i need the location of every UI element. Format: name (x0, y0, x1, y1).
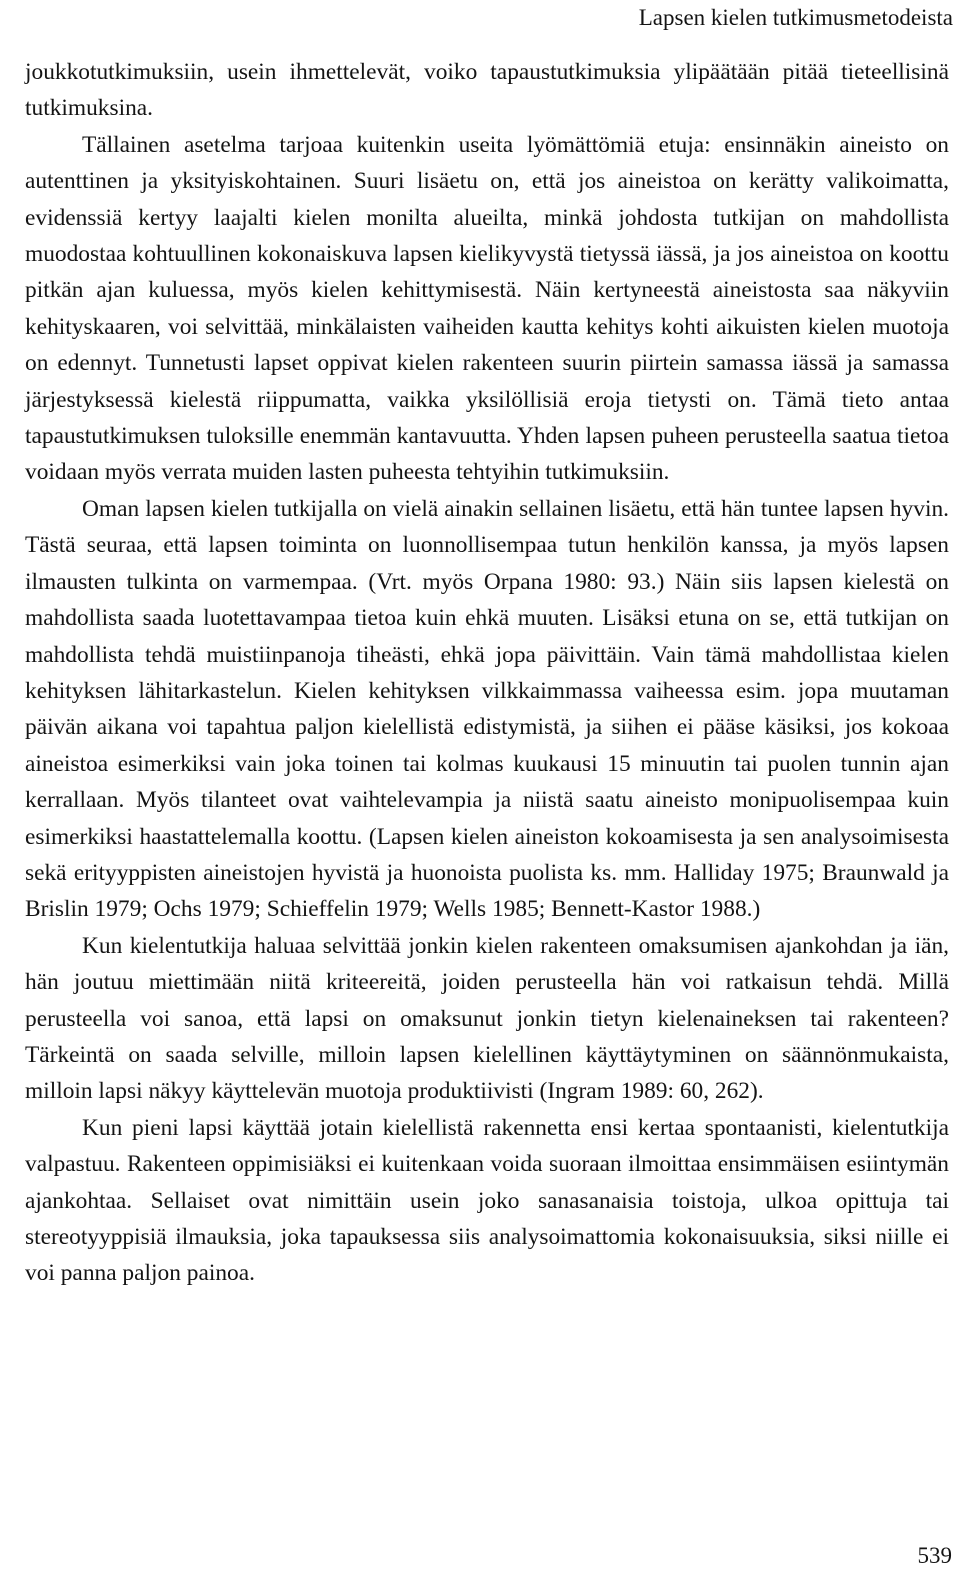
body-text (25, 54, 949, 1292)
running-header: Lapsen kielen tutkimusmetodeista (638, 5, 953, 30)
paragraph-own-child: Oman lapsen kielen tutkijalla on vielä ainakin sellainen lisäetu, että hän tuntee lapsen hyvin. Tästä seuraa, että lapsen toiminta on luonnollisempaa tutun henkilön kanssa, ja myös lapsen ilmausten tulkinta on varmempaa. (Vrt. myös Orpana 1980: 93.) Näin siis lapsen kielestä on mahdollista saada luotettavampaa tietoa kuin ehkä muuten. Lisäksi etuna on se, että tutkijan on mahdollista tehdä muistiinpanoja tiheästi, ehkä jopa päivittäin. Vain tämä mahdollistaa kielen kehityksen lähitarkastelun. Kielen kehityksen vilkkaimmassa vaiheessa esim. jopa muutaman päivän aikana voi tapahtua paljon kielellistä edistymistä, ja siihen ei pääse käsiksi, jos kokoaa aineistoa esimerkiksi vain joka toinen tai kolmas kuukausi 15 minuutin tai puolen tunnin ajan kerrallaan. Myös tilanteet ovat vaihtelevampia ja niistä saatu aineisto monipuolisempaa kuin esimerkiksi haastattelemalla koottu. (Lapsen kielen aineiston kokoamisesta ja sen analysoimisesta sekä erityyppisten aineistojen hyvistä ja huonoista puolista ks. mm. Halliday 1975; Braunwald ja Brislin 1979; Ochs 1979; Schieffelin 1979; Wells 1985; Bennett-Kastor 1988.) (25, 495, 949, 923)
page-number: 539 (917, 1543, 952, 1568)
paragraph-continued: joukkotutkimuksiin, usein ihmettelevät, voiko tapaustutkimuksia ylipäätään pitää tieteellisinä tutkimuksina. (25, 59, 949, 122)
paragraph-acquisition-criteria: Kun kielentutkija haluaa selvittää jonkin kielen rakenteen omaksumisen ajankohdan ja iän, hän joutuu miettimään niitä kriteereitä, joiden perusteella hän voi ratkaisun tehdä. Millä perusteella voi sanoa, että lapsi on omaksunut jonkin tietyn kielenaineksen tai rakenteen? Tärkeintä on saada selville, milloin lapsen kielellinen käyttäytyminen on säännönmukaista, milloin lapsi näkyy käyttelevän muotoja produktiivisti (Ingram 1989: 60, 262). (25, 932, 949, 1105)
paragraph-first-occurrence: Kun pieni lapsi käyttää jotain kielellistä rakennetta ensi kertaa spontaanisti, kielentutkija valpastuu. Rakenteen oppimisiäksi ei kuitenkaan voida suoraan ilmoittaa ensimmäisen esiintymän ajankohtaa. Sellaiset ovat nimittäin usein joko sanasanaisia toistoja, ulkoa opittuja tai stereotyyppisiä ilmauksia, joka tapauksessa siis analysoimattomia kokonaisuuksia, siksi niille ei voi panna paljon painoa. (25, 1114, 949, 1287)
paragraph-advantages: Tällainen asetelma tarjoaa kuitenkin useita lyömättömiä etuja: ensinnäkin aineisto on autenttinen ja yksityiskohtainen. Suuri lisäetu on, että jos aineistoa on kerätty valikoimatta, evidenssiä kertyy laajalti kielen monilta alueilta, minkä johdosta tutkijan on mahdollista muodostaa kohtuullinen kokonaiskuva lapsen kielikyvystä tietyssä iässä, ja jos aineistoa on koottu pitkän ajan kuluessa, myös kielen kehittymisestä. Näin kertyneestä aineistosta saa näkyviin kehityskaaren, voi selvittää, minkälaisten vaiheiden kautta kehitys kohti aikuisten kielen muotoja on edennyt. Tunnetusti lapset oppivat kielen rakenteen suurin piirtein samassa iässä ja samassa järjestyksessä kielestä riippumatta, vaikka yksilöllisiä eroja tietysti on. Tämä tieto antaa tapaustutkimuksen tuloksille enemmän kantavuutta. Yhden lapsen puheen perusteella saatua tietoa voidaan myös verrata muiden lasten puheesta tehtyihin tutkimuksiin. (25, 131, 949, 486)
